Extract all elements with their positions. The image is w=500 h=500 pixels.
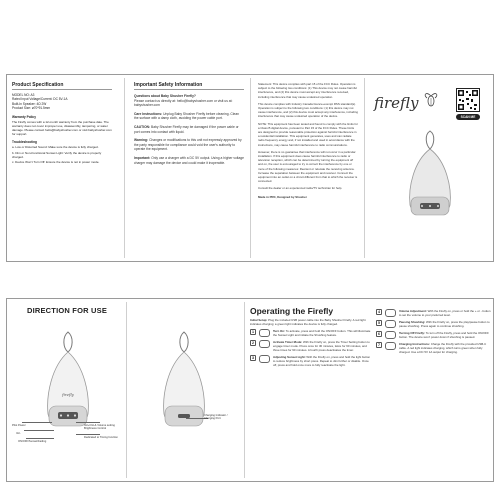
divider — [364, 78, 365, 258]
safety-item-head: CAUTION: — [134, 124, 151, 129]
step-body — [399, 309, 492, 317]
fcc-statement-panel — [258, 82, 358, 254]
troubleshooting-heading: Troubleshooting — [12, 140, 37, 145]
safety-item-head: Care Instructions: — [134, 111, 163, 116]
spec-title: Product Specification — [12, 82, 112, 90]
charging-port-label: Charging Indicator / Charging Port — [204, 414, 228, 421]
step-head: Adjusting Sunset Light: — [273, 355, 306, 359]
step-body — [399, 320, 492, 328]
callout-leader — [76, 434, 100, 435]
step-head: Volume Adjustment: — [399, 309, 427, 313]
safety-item-text: Please contact us directly at: hello@babyshusher.com or visit us at: babyshusher.com — [134, 98, 233, 108]
safety-item-text: Only use a charger with a DC 5V output. Using a higher voltage charger may damage the device and could make it inoperable. — [134, 155, 244, 165]
charging-port-icon — [385, 342, 396, 350]
step-text: Charge the Firefly with the provided USB-C cable. A red light indicates charging, which turns green when fully charged. Use a DC 5V 1A output for charging. — [399, 342, 487, 354]
troubleshooting-item: b. Dim or Non-Functional Sunset Light: Verify the device is properly charged. — [12, 150, 102, 159]
callout-label: Pilot Power — [12, 424, 26, 427]
spec-row: Built-In Speaker: 4Ω 2W — [12, 101, 47, 106]
safety-item — [134, 94, 244, 108]
spec-row: Product Size: ø70*91.5mm — [12, 106, 51, 111]
step-head: Pausing Shushing: — [399, 320, 426, 324]
step-text: To activate, press and hold the ON/OFF button. This will illuminate the Sunset Light and initiate the Shushing feature. — [273, 329, 371, 337]
direction-title: DIRECTION FOR USE — [26, 306, 108, 315]
step-number: 1 — [252, 330, 254, 334]
step-number: 3 — [252, 356, 254, 360]
step-head: Charging Instructions: — [399, 342, 430, 346]
callout-leader — [24, 430, 54, 431]
step-body — [273, 355, 372, 367]
safety-item-head: Questions about Baby Shusher Firefly? — [134, 94, 196, 98]
callout-label: Vol- — [16, 432, 21, 435]
direction-for-use-panel — [12, 306, 122, 478]
scan-me-badge: SCAN ME — [456, 114, 480, 120]
pause-button-icon — [385, 320, 396, 328]
initial-setup-head: Initial Setup: — [250, 318, 268, 322]
step-text: With the Firefly on, press the Timer Setting button to engage timer mode. Press once for 30 minutes, twice for 60 minutes, and three times for 90 minutes. A fourth press deactivates the timer. — [273, 340, 370, 352]
initial-setup — [250, 318, 372, 326]
brand-wordmark: firefly — [374, 94, 419, 112]
instruction-step — [376, 320, 492, 328]
safety-item — [134, 112, 244, 121]
safety-item — [134, 125, 244, 134]
firefly-device-illustration — [400, 127, 460, 227]
safety-information-panel — [134, 82, 244, 254]
spec-row: Rated Input Voltage/Current: DC 5V-1A — [12, 97, 68, 102]
callout-leader — [26, 438, 54, 439]
step-text: With the Firefly on, press and hold the light button to reduce brightness by short press. Repeat to dim further or disable. Once off, press and hold once more to fully reactivate the light. — [273, 355, 371, 367]
callout-leader — [76, 422, 100, 423]
timer-button-icon — [259, 340, 270, 348]
fcc-paragraph: NOTE: This equipment has been tested and found to comply with the limits for a Class B digital device, pursuant to Part 15 of the FCC Rules. These limits are designed to provide reasonable protection against harmful interference in a residential installation. This equipment generates, uses and can radiate radio frequency energy and, if not installed and used in accordance with the instructions, may cause harmful interference to radio communications. — [258, 121, 358, 147]
fcc-paragraph: Consult the dealer or an experienced radio/TV technician for help. — [258, 186, 343, 191]
safety-item — [134, 138, 244, 152]
firefly-logo-icon — [422, 90, 440, 108]
divider — [124, 78, 125, 258]
safety-item-text: Changes or modifications to this unit not expressly approved by the party responsible for compliance could void the user's authority to operate the equipment. — [134, 138, 242, 152]
step-head: Turn On: — [273, 329, 285, 333]
instruction-step — [250, 355, 372, 367]
instruction-step — [250, 329, 372, 337]
volume-button-icon — [385, 309, 396, 317]
troubleshooting-item: a. Low or Distorted Sound: Make sure the device is fully charged. — [12, 145, 99, 150]
instruction-step — [376, 309, 492, 317]
safety-item-text: Unplug Baby Shusher Firefly before cleaning. Clean the surface with a damp cloth, avoiding the power cable port. — [134, 111, 240, 121]
initial-setup-text: Plug the included USB power cable into the Baby Shusher Firefly. A red light indicates charging; a green light indicates the device is fully charged. — [250, 318, 366, 326]
warranty-text: The Firefly comes with a 12-month warranty from the purchase date. The warranty does not cover improper use, disassembly, tampering, or water damage. Please contact hello@babyshusher.com or visit babyshusher.com for support. — [12, 119, 112, 137]
qr-code[interactable] — [456, 88, 480, 112]
step-body — [273, 329, 372, 337]
callout-label: Vol+/Vol-& Volume setting Brightness Control — [84, 424, 115, 431]
safety-item-head: Warning: — [134, 138, 149, 143]
safety-item-head: Important: — [134, 155, 151, 160]
product-specification-panel — [12, 82, 112, 254]
qr-code-icon — [457, 89, 479, 111]
warranty-heading: Warranty Policy — [12, 114, 36, 119]
safety-title: Important Safety Information — [134, 82, 244, 90]
step-number: 5 — [378, 321, 380, 325]
instruction-step — [376, 342, 492, 354]
callout-label: Dedicated to Timing function — [84, 436, 118, 439]
step-text: With the Firefly on, press or hold the + or - button to set the volume to your preferred level. — [399, 309, 491, 317]
light-button-icon — [259, 355, 270, 363]
charging-port-panel — [130, 306, 240, 478]
svg-text:firefly: firefly — [62, 392, 74, 397]
fcc-paragraph: This device complies with Industry Canada licence-exempt RSS standard(s). Operation is subject to the following two conditions: (1) this device may not cause interference, and (2) this device must accept any interference, including interference that may cause undesired operation of the device. — [258, 101, 358, 119]
step-body — [399, 331, 492, 339]
step-head: Turning Off Firefly: — [399, 331, 425, 335]
instruction-step — [250, 340, 372, 352]
spec-row: MODEL NO: A3 — [12, 93, 35, 97]
step-number: 7 — [378, 343, 380, 347]
callout-leader — [22, 422, 52, 423]
power-button-icon — [259, 329, 270, 337]
callout-label: ON/OFF/Sunset/Fading — [18, 440, 47, 443]
firefly-back-view-icon — [156, 328, 212, 438]
step-number: 6 — [378, 332, 380, 336]
divider — [126, 302, 127, 478]
step-head: Activate Timer Mode: — [273, 340, 303, 344]
instruction-step — [376, 331, 492, 339]
fcc-paragraph: Statement: This device complies with part 15 of the FCC Rules. Operation is subject to the following two conditions: (1) This device may not cause harmful interference, and (2) this device must accept any interference received, including interference that may cause undesired operation. — [258, 82, 357, 99]
fcc-footer: Made in PRC, Designed by Shusher — [258, 194, 307, 199]
safety-item-text: Baby Shusher Firefly may be damaged if the power cable or port comes into contact with liquid. — [134, 124, 239, 134]
operating-title: Operating the Firefly — [250, 306, 334, 316]
step-text: To turn off the Firefly, press and hold the ON/OFF button. The device won't power down if shushing is paused. — [399, 331, 489, 339]
power-button-icon — [385, 331, 396, 339]
cover-panel — [370, 82, 490, 254]
step-text: With the Firefly on, press the play/pause button to pause shushing. Press again to continue shushing. — [399, 320, 490, 328]
step-number: 2 — [252, 341, 254, 345]
step-body — [273, 340, 372, 352]
operating-instructions-continued-panel — [376, 306, 492, 478]
divider — [250, 78, 251, 258]
divider — [244, 302, 245, 478]
fcc-paragraph: However, there is no guarantee that interference will not occur in a particular installation. If this equipment does cause harmful interference to radio or television reception, which can be determined by turning the equipment off and on, the user is encouraged to try to correct the interference by one or more of the following measures: Reorient or relocate the receiving antenna. Increase the separation between the equipment and receiver. Connect the equipment into an outlet on a circuit different from that to which the receiver is connected. — [258, 149, 358, 184]
brand-logo — [374, 90, 444, 118]
step-number: 4 — [378, 310, 380, 314]
operating-instructions-panel — [250, 306, 372, 478]
step-body — [399, 342, 492, 354]
safety-item — [134, 156, 244, 165]
troubleshooting-item: c. Device Won't Turn Off: Ensure the device is not in power mode. — [12, 160, 100, 165]
